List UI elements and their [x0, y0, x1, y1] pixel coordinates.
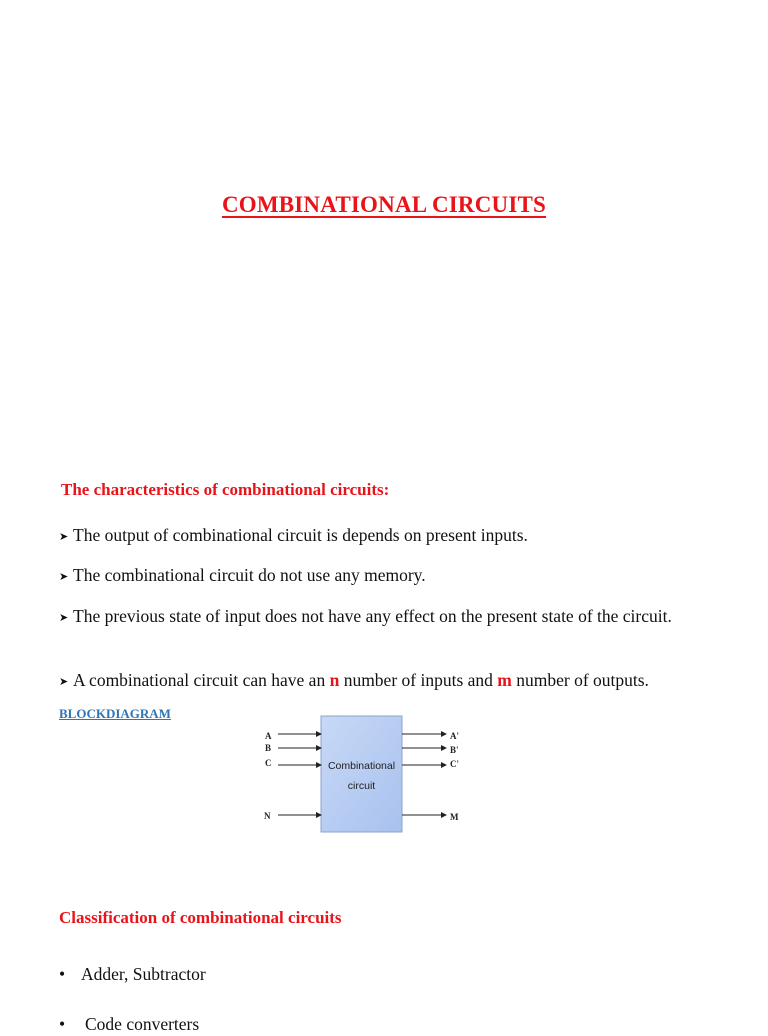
combinational-circuit-box [321, 716, 402, 832]
dot-bullet-icon: • [59, 964, 66, 984]
bullet-text: The previous state of input does not have any effect on the present state of the circuit. [73, 606, 672, 626]
m-highlight: m [497, 670, 512, 690]
bullet-text [73, 669, 709, 692]
bullet-text-part: number of outputs. [511, 670, 649, 690]
input-label-c: C [265, 758, 272, 768]
bullet-text: The output of combinational circuit is depends on present inputs. [73, 525, 528, 545]
dot-bullet-icon: • [59, 1014, 66, 1034]
bullet-text-part: number of inputs and [339, 670, 498, 690]
arrow-bullet-icon: ➤ [59, 530, 69, 543]
classification-heading: Classification of combinational circuits [59, 908, 342, 927]
arrow-bullet-icon: ➤ [59, 570, 69, 583]
bullet-text: Adder, Subtractor [81, 964, 206, 984]
output-label-a: A' [450, 731, 459, 741]
arrow-bullet-icon: ➤ [59, 611, 69, 624]
box-label-line2: circuit [347, 780, 376, 792]
input-label-n: N [264, 811, 271, 821]
page-title: COMBINATIONAL CIRCUITS [221, 192, 547, 217]
n-highlight: n [329, 670, 340, 690]
bullet-text-part: A combinational circuit can have an [73, 670, 330, 690]
characteristics-heading: The characteristics of combinational circuits: [61, 480, 390, 499]
box-label-line1: Combinational [327, 760, 396, 772]
block-diagram [250, 708, 480, 840]
block-diagram-link[interactable]: BLOCKDIAGRAM [59, 706, 171, 721]
input-label-a: A [265, 731, 272, 741]
output-label-b: B' [450, 745, 459, 755]
bullet-text: Code converters [85, 1014, 200, 1034]
input-label-b: B [265, 743, 272, 753]
output-label-c: C' [450, 759, 459, 769]
bullet-text: The combinational circuit do not use any memory. [73, 565, 426, 585]
output-label-m: M [450, 812, 459, 822]
arrow-bullet-icon: ➤ [59, 675, 69, 688]
